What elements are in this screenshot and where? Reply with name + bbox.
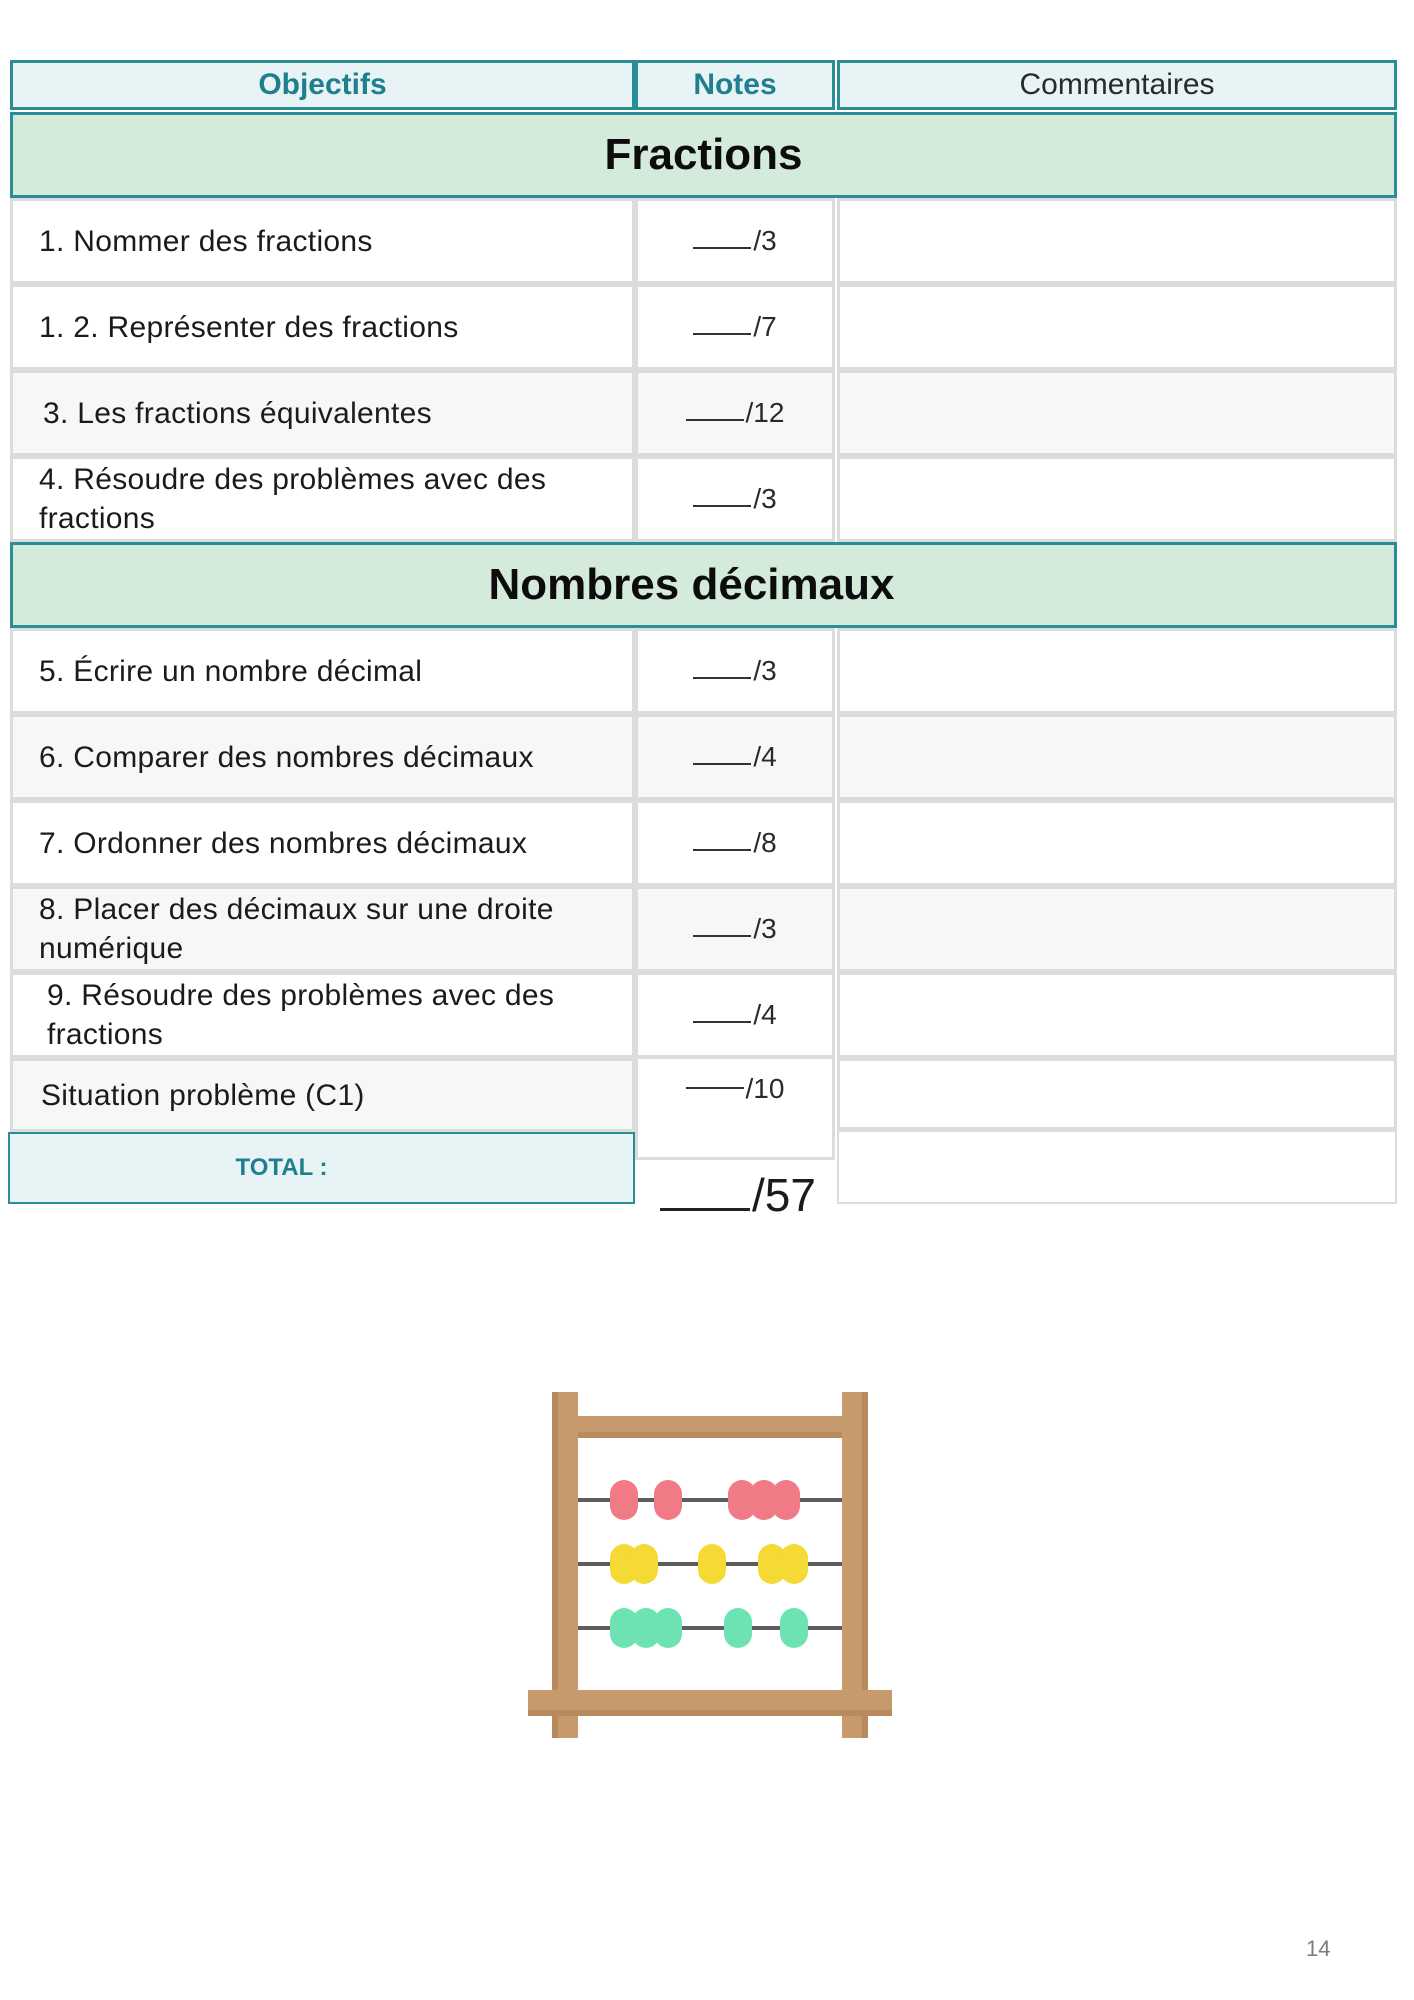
table-row [10,1058,635,1132]
comment-field[interactable] [837,886,1397,972]
score-max: /3 [753,483,777,514]
score-field[interactable] [635,800,835,886]
section-title-nombres-decimaux-label: Nombres décimaux [488,560,895,609]
objective-label: 4. Résoudre des problèmes avec des fractions [39,463,547,535]
score-max: /3 [753,913,777,944]
score-max: /3 [753,655,777,686]
total-label-cell [8,1132,635,1204]
table-row [10,198,635,284]
header-objectifs-label: Objectifs [258,68,387,101]
score-blank [693,835,751,851]
objective-label: 1. 2. Représenter des fractions [39,310,459,344]
score-blank [693,491,751,507]
objective-label: 1. Nommer des fractions [39,224,373,258]
comment-field[interactable] [837,1058,1397,1130]
score-max: /4 [753,999,777,1030]
section-title-nombres-decimaux [10,542,1397,628]
comment-field[interactable] [837,284,1397,370]
score-field[interactable] [635,972,835,1058]
score-blank [693,1007,751,1023]
table-row [10,800,635,886]
score-field[interactable] [635,886,835,972]
score-blank [686,405,744,421]
score-max: /10 [745,1073,785,1104]
comment-field[interactable] [837,370,1397,456]
header-commentaires [837,60,1397,110]
objective-label: 3. Les fractions équivalentes [43,396,432,430]
score-blank [686,1073,744,1089]
score-field[interactable] [635,714,835,800]
score-field[interactable] [635,456,835,542]
total-score[interactable] [660,1168,816,1222]
table-row [10,628,635,714]
header-commentaires-label: Commentaires [1019,68,1215,101]
total-max: /57 [752,1169,816,1221]
objective-label: 5. Écrire un nombre décimal [39,654,423,688]
score-max: /7 [753,311,777,342]
score-blank [693,921,751,937]
score-field[interactable] [635,284,835,370]
header-objectifs [10,60,635,110]
score-blank [693,319,751,335]
score-max: /12 [745,397,785,428]
header-notes [635,60,835,110]
comment-field[interactable] [837,714,1397,800]
objective-label: 9. Résoudre des problèmes avec des fractions [47,979,555,1051]
score-field[interactable] [635,1056,835,1160]
score-max: /3 [753,225,777,256]
table-row [10,886,635,972]
section-title-fractions [10,112,1397,198]
total-comment-field[interactable] [837,1130,1397,1204]
header-notes-label: Notes [693,68,777,101]
comment-field[interactable] [837,198,1397,284]
table-row [10,370,635,456]
comment-field[interactable] [837,456,1397,542]
objective-label: 7. Ordonner des nombres décimaux [39,826,528,860]
objective-label: 8. Placer des décimaux sur une droite numérique [39,893,554,965]
table-row [10,714,635,800]
table-row [10,456,635,542]
page-number: 14 [1306,1936,1331,1961]
score-field[interactable] [635,370,835,456]
comment-field[interactable] [837,628,1397,714]
score-blank [693,233,751,249]
objective-label: 6. Comparer des nombres décimaux [39,740,534,774]
score-blank [693,749,751,765]
score-max: /4 [753,741,777,772]
comment-field[interactable] [837,800,1397,886]
score-blank [693,663,751,679]
score-max: /8 [753,827,777,858]
abacus-icon [528,1392,892,1744]
total-label: TOTAL : [235,1154,328,1181]
comment-field[interactable] [837,972,1397,1058]
table-row [10,972,635,1058]
table-row [10,284,635,370]
score-field[interactable] [635,628,835,714]
total-blank [660,1182,750,1211]
objective-label: Situation problème (C1) [41,1078,365,1112]
section-title-fractions-label: Fractions [604,130,803,179]
score-field[interactable] [635,198,835,284]
